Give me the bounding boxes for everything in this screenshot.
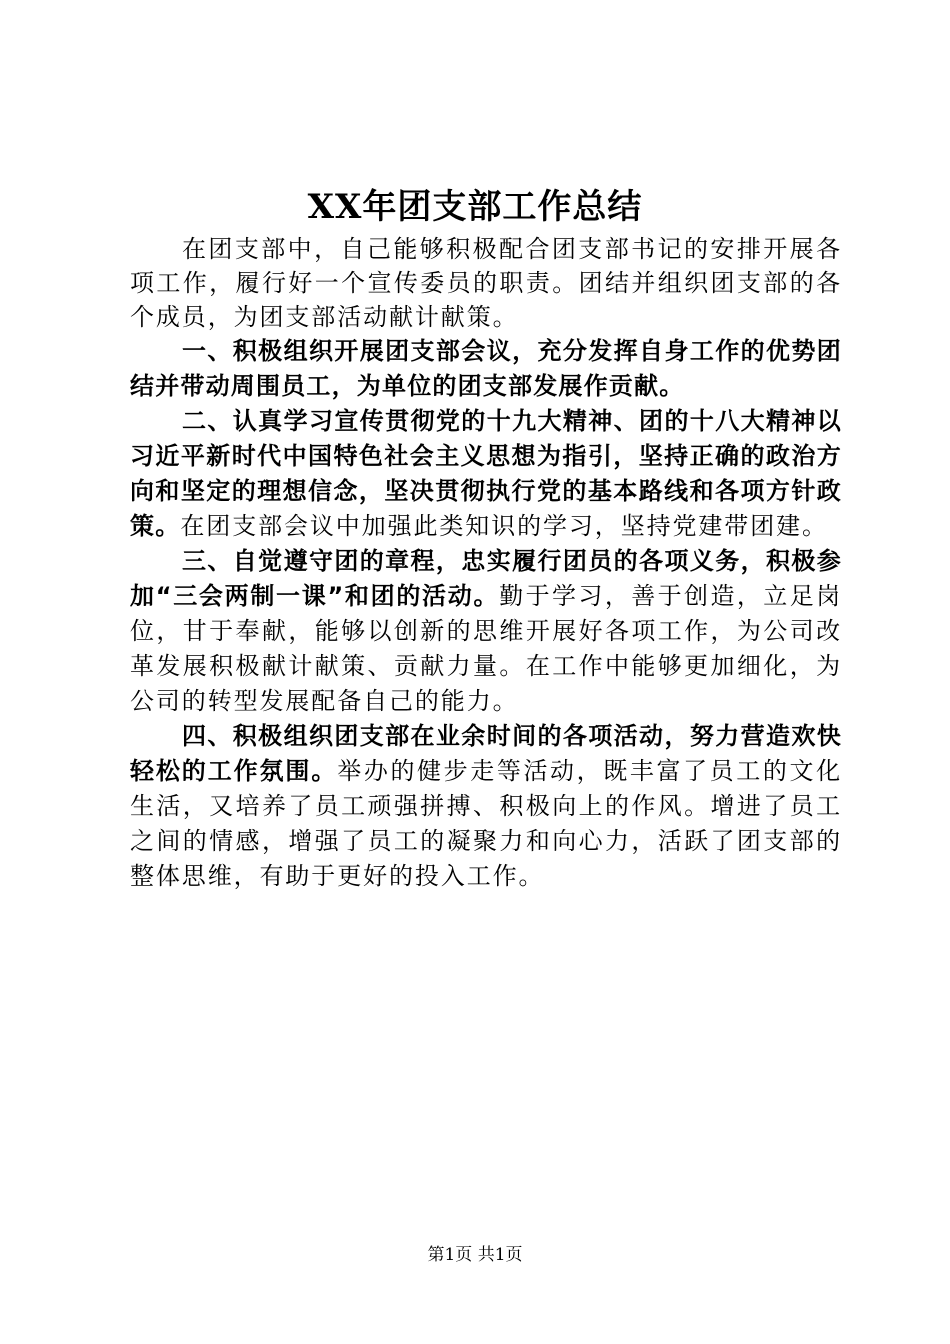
section-1-heading: 一、积极组织开展团支部会议，充分发挥自身工作的优势团结并带动周围员工，为单位的团支部发展作贡献。	[130, 337, 842, 400]
document-body	[130, 232, 842, 894]
document-title: XX年团支部工作总结	[307, 187, 643, 227]
section-paragraph-2	[130, 404, 842, 544]
page-number-footer: 第1页 共1页	[427, 1245, 523, 1265]
section-paragraph-1	[130, 334, 842, 404]
section-2-text: 在团支部会议中加强此类知识的学习，坚持党建带团建。	[180, 512, 828, 540]
section-3-text: 勤于学习，善于创造，立足岗位，甘于奉献，能够以创新的思维开展好各项工作，为公司改革发展积极献计献策、贡献力量。在工作中能够更加细化，为公司的转型发展配备自己的能力。	[130, 582, 842, 715]
section-4-heading: 四、积极组织团支部在业余时间的各项活动，努力营造欢快轻松的工作氛围。	[130, 722, 842, 785]
section-paragraph-3	[130, 544, 842, 719]
section-4-text: 举办的健步走等活动，既丰富了员工的文化生活，又培养了员工顽强拼搏、积极向上的作风。增进了员工之间的情感，增强了员工的凝聚力和向心力，活跃了团支部的整体思维，有助于更好的投入工作。	[130, 757, 842, 890]
intro-paragraph: 在团支部中，自己能够积极配合团支部书记的安排开展各项工作，履行好一个宣传委员的职责。团结并组织团支部的各个成员，为团支部活动献计献策。	[130, 235, 842, 331]
section-2-heading: 二、认真学习宣传贯彻党的十九大精神、团的十八大精神以习近平新时代中国特色社会主义思想为指引，坚持正确的政治方向和坚定的理想信念，坚决贯彻执行党的基本路线和各项方针政策。	[130, 407, 842, 540]
section-3-heading: 三、自觉遵守团的章程，忠实履行团员的各项义务，积极参加“三会两制一课”和团的活动。	[130, 547, 842, 610]
section-paragraph-4	[130, 719, 842, 894]
